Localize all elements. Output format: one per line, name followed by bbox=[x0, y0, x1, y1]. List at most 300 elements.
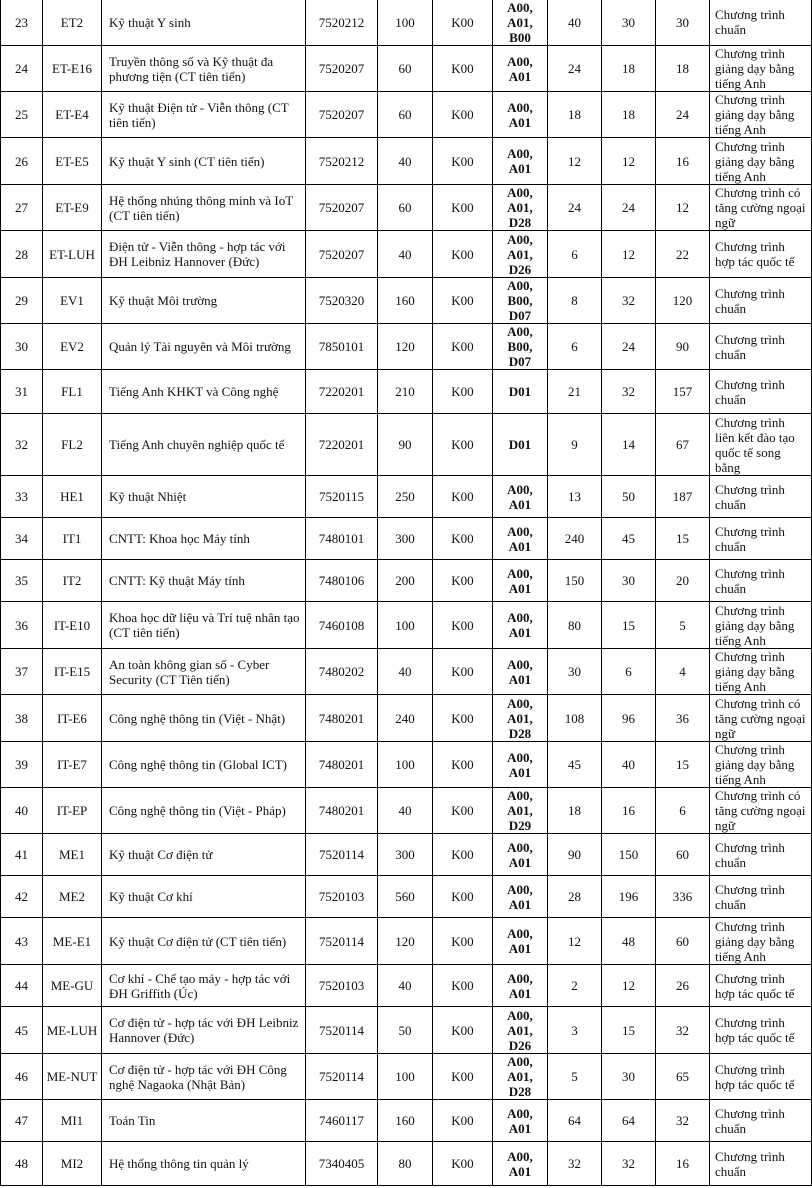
quota-method-1: 21 bbox=[548, 370, 602, 414]
total-quota: 40 bbox=[378, 965, 433, 1007]
quota-method-3: 65 bbox=[656, 1054, 710, 1100]
talent-combo: K00 bbox=[433, 742, 493, 788]
quota-method-1: 24 bbox=[548, 185, 602, 231]
table-row bbox=[1, 324, 812, 370]
talent-combo: K00 bbox=[433, 518, 493, 560]
subject-combos: A00, A01 bbox=[493, 1100, 548, 1142]
program-code: MI2 bbox=[43, 1142, 102, 1186]
row-index: 44 bbox=[1, 965, 43, 1007]
program-code: MI1 bbox=[43, 1100, 102, 1142]
quota-method-3: 157 bbox=[656, 370, 710, 414]
program-type-note: Chương trình giảng dạy bằng tiếng Anh bbox=[710, 92, 812, 138]
talent-combo: K00 bbox=[433, 1007, 493, 1054]
quota-method-1: 18 bbox=[548, 92, 602, 138]
row-index: 48 bbox=[1, 1142, 43, 1186]
subject-combos: A00, A01 bbox=[493, 518, 548, 560]
row-index: 36 bbox=[1, 602, 43, 649]
program-code: ET-E4 bbox=[43, 92, 102, 138]
quota-method-3: 16 bbox=[656, 1142, 710, 1186]
quota-method-2: 24 bbox=[602, 324, 656, 370]
quota-method-1: 12 bbox=[548, 138, 602, 185]
table-row bbox=[1, 185, 812, 231]
program-name: Quản lý Tài nguyên và Môi trường bbox=[102, 324, 306, 370]
subject-combos: A00, A01 bbox=[493, 602, 548, 649]
quota-method-1: 80 bbox=[548, 602, 602, 649]
subject-combos: A00, A01 bbox=[493, 560, 548, 602]
quota-method-3: 187 bbox=[656, 476, 710, 518]
program-type-note: Chương trình chuẩn bbox=[710, 1100, 812, 1142]
total-quota: 60 bbox=[378, 46, 433, 92]
program-type-note: Chương trình chuẩn bbox=[710, 560, 812, 602]
quota-method-3: 32 bbox=[656, 1007, 710, 1054]
total-quota: 40 bbox=[378, 649, 433, 695]
quota-method-2: 32 bbox=[602, 278, 656, 324]
subject-combos: A00, A01, D28 bbox=[493, 695, 548, 742]
quota-method-1: 6 bbox=[548, 231, 602, 278]
quota-method-1: 45 bbox=[548, 742, 602, 788]
total-quota: 40 bbox=[378, 788, 433, 834]
talent-combo: K00 bbox=[433, 602, 493, 649]
table-row bbox=[1, 602, 812, 649]
total-quota: 160 bbox=[378, 1100, 433, 1142]
row-index: 37 bbox=[1, 649, 43, 695]
talent-combo: K00 bbox=[433, 92, 493, 138]
quota-method-1: 40 bbox=[548, 0, 602, 46]
quota-method-2: 196 bbox=[602, 876, 656, 918]
total-quota: 90 bbox=[378, 414, 433, 476]
row-index: 45 bbox=[1, 1007, 43, 1054]
program-name: Cơ khí - Chế tạo máy - hợp tác với ĐH Griffith (Úc) bbox=[102, 965, 306, 1007]
quota-method-3: 32 bbox=[656, 1100, 710, 1142]
quota-method-2: 64 bbox=[602, 1100, 656, 1142]
quota-method-2: 48 bbox=[602, 918, 656, 965]
major-code: 7480106 bbox=[306, 560, 378, 602]
major-code: 7520212 bbox=[306, 138, 378, 185]
program-name: Công nghệ thông tin (Global ICT) bbox=[102, 742, 306, 788]
table-row bbox=[1, 1007, 812, 1054]
quota-method-3: 18 bbox=[656, 46, 710, 92]
subject-combos: A00, B00, D07 bbox=[493, 324, 548, 370]
table-row bbox=[1, 231, 812, 278]
program-code: ME2 bbox=[43, 876, 102, 918]
talent-combo: K00 bbox=[433, 324, 493, 370]
total-quota: 80 bbox=[378, 1142, 433, 1186]
major-code: 7460108 bbox=[306, 602, 378, 649]
program-name: Toán Tin bbox=[102, 1100, 306, 1142]
subject-combos: A00, A01 bbox=[493, 876, 548, 918]
table-row bbox=[1, 0, 812, 46]
quota-method-3: 4 bbox=[656, 649, 710, 695]
program-name: Kỹ thuật Nhiệt bbox=[102, 476, 306, 518]
program-name: Khoa học dữ liệu và Trí tuệ nhân tạo (CT tiên tiến) bbox=[102, 602, 306, 649]
table-row bbox=[1, 518, 812, 560]
major-code: 7520114 bbox=[306, 834, 378, 876]
program-code: ET-E16 bbox=[43, 46, 102, 92]
major-code: 7520103 bbox=[306, 965, 378, 1007]
program-name: CNTT: Kỹ thuật Máy tính bbox=[102, 560, 306, 602]
table-row bbox=[1, 834, 812, 876]
total-quota: 50 bbox=[378, 1007, 433, 1054]
row-index: 27 bbox=[1, 185, 43, 231]
program-name: Kỹ thuật Cơ khí bbox=[102, 876, 306, 918]
table-row bbox=[1, 138, 812, 185]
subject-combos: A00, B00, D07 bbox=[493, 278, 548, 324]
quota-method-3: 26 bbox=[656, 965, 710, 1007]
quota-method-2: 18 bbox=[602, 46, 656, 92]
subject-combos: A00, A01 bbox=[493, 1142, 548, 1186]
quota-method-1: 18 bbox=[548, 788, 602, 834]
subject-combos: A00, A01 bbox=[493, 138, 548, 185]
program-name: Kỹ thuật Điện tử - Viễn thông (CT tiên tiến) bbox=[102, 92, 306, 138]
major-code: 7480201 bbox=[306, 742, 378, 788]
program-type-note: Chương trình hợp tác quốc tế bbox=[710, 1054, 812, 1100]
program-name: Công nghệ thông tin (Việt - Pháp) bbox=[102, 788, 306, 834]
row-index: 42 bbox=[1, 876, 43, 918]
quota-method-1: 90 bbox=[548, 834, 602, 876]
quota-method-3: 36 bbox=[656, 695, 710, 742]
program-type-note: Chương trình có tăng cường ngoại ngữ bbox=[710, 185, 812, 231]
total-quota: 240 bbox=[378, 695, 433, 742]
program-type-note: Chương trình chuẩn bbox=[710, 876, 812, 918]
major-code: 7520207 bbox=[306, 46, 378, 92]
program-name: Kỹ thuật Môi trường bbox=[102, 278, 306, 324]
table-row bbox=[1, 46, 812, 92]
program-code: ME-LUH bbox=[43, 1007, 102, 1054]
total-quota: 40 bbox=[378, 138, 433, 185]
talent-combo: K00 bbox=[433, 876, 493, 918]
row-index: 26 bbox=[1, 138, 43, 185]
subject-combos: A00, A01 bbox=[493, 918, 548, 965]
total-quota: 100 bbox=[378, 1054, 433, 1100]
total-quota: 100 bbox=[378, 742, 433, 788]
quota-method-1: 3 bbox=[548, 1007, 602, 1054]
major-code: 7520320 bbox=[306, 278, 378, 324]
program-code: IT2 bbox=[43, 560, 102, 602]
total-quota: 300 bbox=[378, 518, 433, 560]
subject-combos: A00, A01 bbox=[493, 965, 548, 1007]
table-row bbox=[1, 876, 812, 918]
quota-method-1: 64 bbox=[548, 1100, 602, 1142]
quota-method-2: 32 bbox=[602, 370, 656, 414]
table-body bbox=[1, 0, 812, 1186]
quota-method-1: 13 bbox=[548, 476, 602, 518]
quota-method-2: 50 bbox=[602, 476, 656, 518]
program-name: Cơ điện tử - hợp tác với ĐH Leibniz Hannover (Đức) bbox=[102, 1007, 306, 1054]
major-code: 7520114 bbox=[306, 1007, 378, 1054]
talent-combo: K00 bbox=[433, 695, 493, 742]
program-type-note: Chương trình giảng dạy bằng tiếng Anh bbox=[710, 742, 812, 788]
major-code: 7520207 bbox=[306, 92, 378, 138]
quota-method-2: 96 bbox=[602, 695, 656, 742]
program-code: ET-LUH bbox=[43, 231, 102, 278]
quota-method-2: 15 bbox=[602, 602, 656, 649]
quota-method-2: 150 bbox=[602, 834, 656, 876]
quota-method-3: 60 bbox=[656, 834, 710, 876]
quota-method-3: 16 bbox=[656, 138, 710, 185]
row-index: 34 bbox=[1, 518, 43, 560]
quota-method-1: 6 bbox=[548, 324, 602, 370]
program-type-note: Chương trình giảng dạy bằng tiếng Anh bbox=[710, 46, 812, 92]
major-code: 7340405 bbox=[306, 1142, 378, 1186]
program-name: Truyền thông số và Kỹ thuật đa phương tiện (CT tiên tiến) bbox=[102, 46, 306, 92]
table-row bbox=[1, 695, 812, 742]
program-name: CNTT: Khoa học Máy tính bbox=[102, 518, 306, 560]
talent-combo: K00 bbox=[433, 1100, 493, 1142]
total-quota: 250 bbox=[378, 476, 433, 518]
major-code: 7520212 bbox=[306, 0, 378, 46]
quota-method-3: 90 bbox=[656, 324, 710, 370]
quota-method-1: 8 bbox=[548, 278, 602, 324]
row-index: 39 bbox=[1, 742, 43, 788]
subject-combos: A00, A01 bbox=[493, 649, 548, 695]
major-code: 7520114 bbox=[306, 918, 378, 965]
program-code: ME-E1 bbox=[43, 918, 102, 965]
quota-method-2: 6 bbox=[602, 649, 656, 695]
talent-combo: K00 bbox=[433, 918, 493, 965]
quota-method-2: 12 bbox=[602, 965, 656, 1007]
quota-method-3: 120 bbox=[656, 278, 710, 324]
subject-combos: A00, A01, D29 bbox=[493, 788, 548, 834]
major-code: 7520207 bbox=[306, 231, 378, 278]
total-quota: 60 bbox=[378, 92, 433, 138]
quota-method-3: 20 bbox=[656, 560, 710, 602]
major-code: 7520103 bbox=[306, 876, 378, 918]
program-name: Kỹ thuật Cơ điện tử bbox=[102, 834, 306, 876]
subject-combos: A00, A01, D26 bbox=[493, 231, 548, 278]
program-name: Cơ điện tử - hợp tác với ĐH Công nghệ Nagaoka (Nhật Bản) bbox=[102, 1054, 306, 1100]
program-type-note: Chương trình chuẩn bbox=[710, 518, 812, 560]
quota-method-1: 2 bbox=[548, 965, 602, 1007]
program-type-note: Chương trình chuẩn bbox=[710, 324, 812, 370]
subject-combos: D01 bbox=[493, 370, 548, 414]
subject-combos: A00, A01, B00 bbox=[493, 0, 548, 46]
program-code: FL1 bbox=[43, 370, 102, 414]
quota-method-1: 12 bbox=[548, 918, 602, 965]
total-quota: 60 bbox=[378, 185, 433, 231]
talent-combo: K00 bbox=[433, 185, 493, 231]
program-type-note: Chương trình liên kết đào tạo quốc tế song bằng bbox=[710, 414, 812, 476]
table-row bbox=[1, 370, 812, 414]
quota-method-1: 30 bbox=[548, 649, 602, 695]
program-code: ET-E5 bbox=[43, 138, 102, 185]
subject-combos: A00, A01 bbox=[493, 476, 548, 518]
row-index: 43 bbox=[1, 918, 43, 965]
row-index: 30 bbox=[1, 324, 43, 370]
program-name: Tiếng Anh KHKT và Công nghệ bbox=[102, 370, 306, 414]
program-type-note: Chương trình có tăng cường ngoại ngữ bbox=[710, 788, 812, 834]
talent-combo: K00 bbox=[433, 0, 493, 46]
talent-combo: K00 bbox=[433, 46, 493, 92]
program-name: Tiếng Anh chuyên nghiệp quốc tế bbox=[102, 414, 306, 476]
program-code: ET2 bbox=[43, 0, 102, 46]
quota-method-1: 9 bbox=[548, 414, 602, 476]
program-code: IT-E6 bbox=[43, 695, 102, 742]
quota-method-1: 240 bbox=[548, 518, 602, 560]
table-row bbox=[1, 918, 812, 965]
program-type-note: Chương trình có tăng cường ngoại ngữ bbox=[710, 695, 812, 742]
program-type-note: Chương trình giảng dạy bằng tiếng Anh bbox=[710, 649, 812, 695]
row-index: 47 bbox=[1, 1100, 43, 1142]
total-quota: 100 bbox=[378, 602, 433, 649]
table-row bbox=[1, 1142, 812, 1186]
row-index: 23 bbox=[1, 0, 43, 46]
talent-combo: K00 bbox=[433, 1142, 493, 1186]
program-code: ME-GU bbox=[43, 965, 102, 1007]
talent-combo: K00 bbox=[433, 476, 493, 518]
quota-method-2: 15 bbox=[602, 1007, 656, 1054]
table-row bbox=[1, 476, 812, 518]
program-code: IT-E7 bbox=[43, 742, 102, 788]
table-row bbox=[1, 1100, 812, 1142]
major-code: 7220201 bbox=[306, 370, 378, 414]
talent-combo: K00 bbox=[433, 834, 493, 876]
quota-method-2: 16 bbox=[602, 788, 656, 834]
subject-combos: A00, A01, D26 bbox=[493, 1007, 548, 1054]
quota-method-2: 30 bbox=[602, 560, 656, 602]
total-quota: 200 bbox=[378, 560, 433, 602]
program-code: ME1 bbox=[43, 834, 102, 876]
talent-combo: K00 bbox=[433, 414, 493, 476]
row-index: 46 bbox=[1, 1054, 43, 1100]
program-code: EV2 bbox=[43, 324, 102, 370]
program-name: Điện tử - Viễn thông - hợp tác với ĐH Leibniz Hannover (Đức) bbox=[102, 231, 306, 278]
program-type-note: Chương trình giảng dạy bằng tiếng Anh bbox=[710, 602, 812, 649]
quota-method-1: 5 bbox=[548, 1054, 602, 1100]
talent-combo: K00 bbox=[433, 965, 493, 1007]
row-index: 41 bbox=[1, 834, 43, 876]
row-index: 31 bbox=[1, 370, 43, 414]
major-code: 7480201 bbox=[306, 695, 378, 742]
table-row bbox=[1, 278, 812, 324]
total-quota: 300 bbox=[378, 834, 433, 876]
program-name: Hệ thống thông tin quản lý bbox=[102, 1142, 306, 1186]
quota-method-2: 18 bbox=[602, 92, 656, 138]
program-code: IT-E15 bbox=[43, 649, 102, 695]
program-type-note: Chương trình hợp tác quốc tế bbox=[710, 1007, 812, 1054]
subject-combos: A00, A01 bbox=[493, 92, 548, 138]
table-row bbox=[1, 965, 812, 1007]
program-code: ME-NUT bbox=[43, 1054, 102, 1100]
quota-method-2: 40 bbox=[602, 742, 656, 788]
row-index: 25 bbox=[1, 92, 43, 138]
program-code: IT-E10 bbox=[43, 602, 102, 649]
program-name: Kỹ thuật Y sinh bbox=[102, 0, 306, 46]
total-quota: 120 bbox=[378, 918, 433, 965]
total-quota: 160 bbox=[378, 278, 433, 324]
program-type-note: Chương trình chuẩn bbox=[710, 1142, 812, 1186]
program-name: An toàn không gian số - Cyber Security (CT Tiên tiến) bbox=[102, 649, 306, 695]
quota-method-3: 6 bbox=[656, 788, 710, 834]
quota-method-1: 150 bbox=[548, 560, 602, 602]
quota-method-3: 24 bbox=[656, 92, 710, 138]
table-row bbox=[1, 742, 812, 788]
row-index: 24 bbox=[1, 46, 43, 92]
quota-method-2: 14 bbox=[602, 414, 656, 476]
program-code: HE1 bbox=[43, 476, 102, 518]
quota-method-3: 5 bbox=[656, 602, 710, 649]
talent-combo: K00 bbox=[433, 649, 493, 695]
quota-method-1: 28 bbox=[548, 876, 602, 918]
table-row bbox=[1, 560, 812, 602]
row-index: 38 bbox=[1, 695, 43, 742]
program-name: Hệ thống nhúng thông minh và IoT (CT tiên tiến) bbox=[102, 185, 306, 231]
program-type-note: Chương trình chuẩn bbox=[710, 834, 812, 876]
subject-combos: A00, A01 bbox=[493, 46, 548, 92]
total-quota: 120 bbox=[378, 324, 433, 370]
total-quota: 40 bbox=[378, 231, 433, 278]
quota-method-2: 30 bbox=[602, 1054, 656, 1100]
program-type-note: Chương trình hợp tác quốc tế bbox=[710, 965, 812, 1007]
program-type-note: Chương trình chuẩn bbox=[710, 278, 812, 324]
major-code: 7480202 bbox=[306, 649, 378, 695]
program-type-note: Chương trình hợp tác quốc tế bbox=[710, 231, 812, 278]
table-row bbox=[1, 414, 812, 476]
quota-method-3: 60 bbox=[656, 918, 710, 965]
quota-method-2: 12 bbox=[602, 138, 656, 185]
talent-combo: K00 bbox=[433, 560, 493, 602]
quota-method-3: 15 bbox=[656, 518, 710, 560]
row-index: 32 bbox=[1, 414, 43, 476]
program-type-note: Chương trình chuẩn bbox=[710, 370, 812, 414]
program-code: EV1 bbox=[43, 278, 102, 324]
total-quota: 210 bbox=[378, 370, 433, 414]
quota-method-3: 30 bbox=[656, 0, 710, 46]
table-row bbox=[1, 788, 812, 834]
quota-method-2: 45 bbox=[602, 518, 656, 560]
row-index: 29 bbox=[1, 278, 43, 324]
program-name: Kỹ thuật Y sinh (CT tiên tiến) bbox=[102, 138, 306, 185]
quota-method-1: 32 bbox=[548, 1142, 602, 1186]
major-code: 7480201 bbox=[306, 788, 378, 834]
quota-method-3: 22 bbox=[656, 231, 710, 278]
talent-combo: K00 bbox=[433, 1054, 493, 1100]
quota-method-1: 108 bbox=[548, 695, 602, 742]
table-row bbox=[1, 649, 812, 695]
row-index: 33 bbox=[1, 476, 43, 518]
major-code: 7460117 bbox=[306, 1100, 378, 1142]
program-name: Kỹ thuật Cơ điện tử (CT tiên tiến) bbox=[102, 918, 306, 965]
row-index: 40 bbox=[1, 788, 43, 834]
major-code: 7520114 bbox=[306, 1054, 378, 1100]
program-type-note: Chương trình chuẩn bbox=[710, 0, 812, 46]
table-row bbox=[1, 1054, 812, 1100]
talent-combo: K00 bbox=[433, 231, 493, 278]
program-code: IT-EP bbox=[43, 788, 102, 834]
quota-method-3: 12 bbox=[656, 185, 710, 231]
program-type-note: Chương trình chuẩn bbox=[710, 476, 812, 518]
program-type-note: Chương trình giảng dạy bằng tiếng Anh bbox=[710, 138, 812, 185]
subject-combos: D01 bbox=[493, 414, 548, 476]
quota-method-2: 24 bbox=[602, 185, 656, 231]
quota-method-3: 67 bbox=[656, 414, 710, 476]
talent-combo: K00 bbox=[433, 370, 493, 414]
quota-method-2: 30 bbox=[602, 0, 656, 46]
table-row bbox=[1, 92, 812, 138]
row-index: 35 bbox=[1, 560, 43, 602]
major-code: 7850101 bbox=[306, 324, 378, 370]
talent-combo: K00 bbox=[433, 278, 493, 324]
quota-method-3: 15 bbox=[656, 742, 710, 788]
program-code: ET-E9 bbox=[43, 185, 102, 231]
quota-method-3: 336 bbox=[656, 876, 710, 918]
quota-method-1: 24 bbox=[548, 46, 602, 92]
major-code: 7520207 bbox=[306, 185, 378, 231]
talent-combo: K00 bbox=[433, 138, 493, 185]
total-quota: 100 bbox=[378, 0, 433, 46]
quota-method-2: 12 bbox=[602, 231, 656, 278]
major-code: 7520115 bbox=[306, 476, 378, 518]
subject-combos: A00, A01 bbox=[493, 742, 548, 788]
